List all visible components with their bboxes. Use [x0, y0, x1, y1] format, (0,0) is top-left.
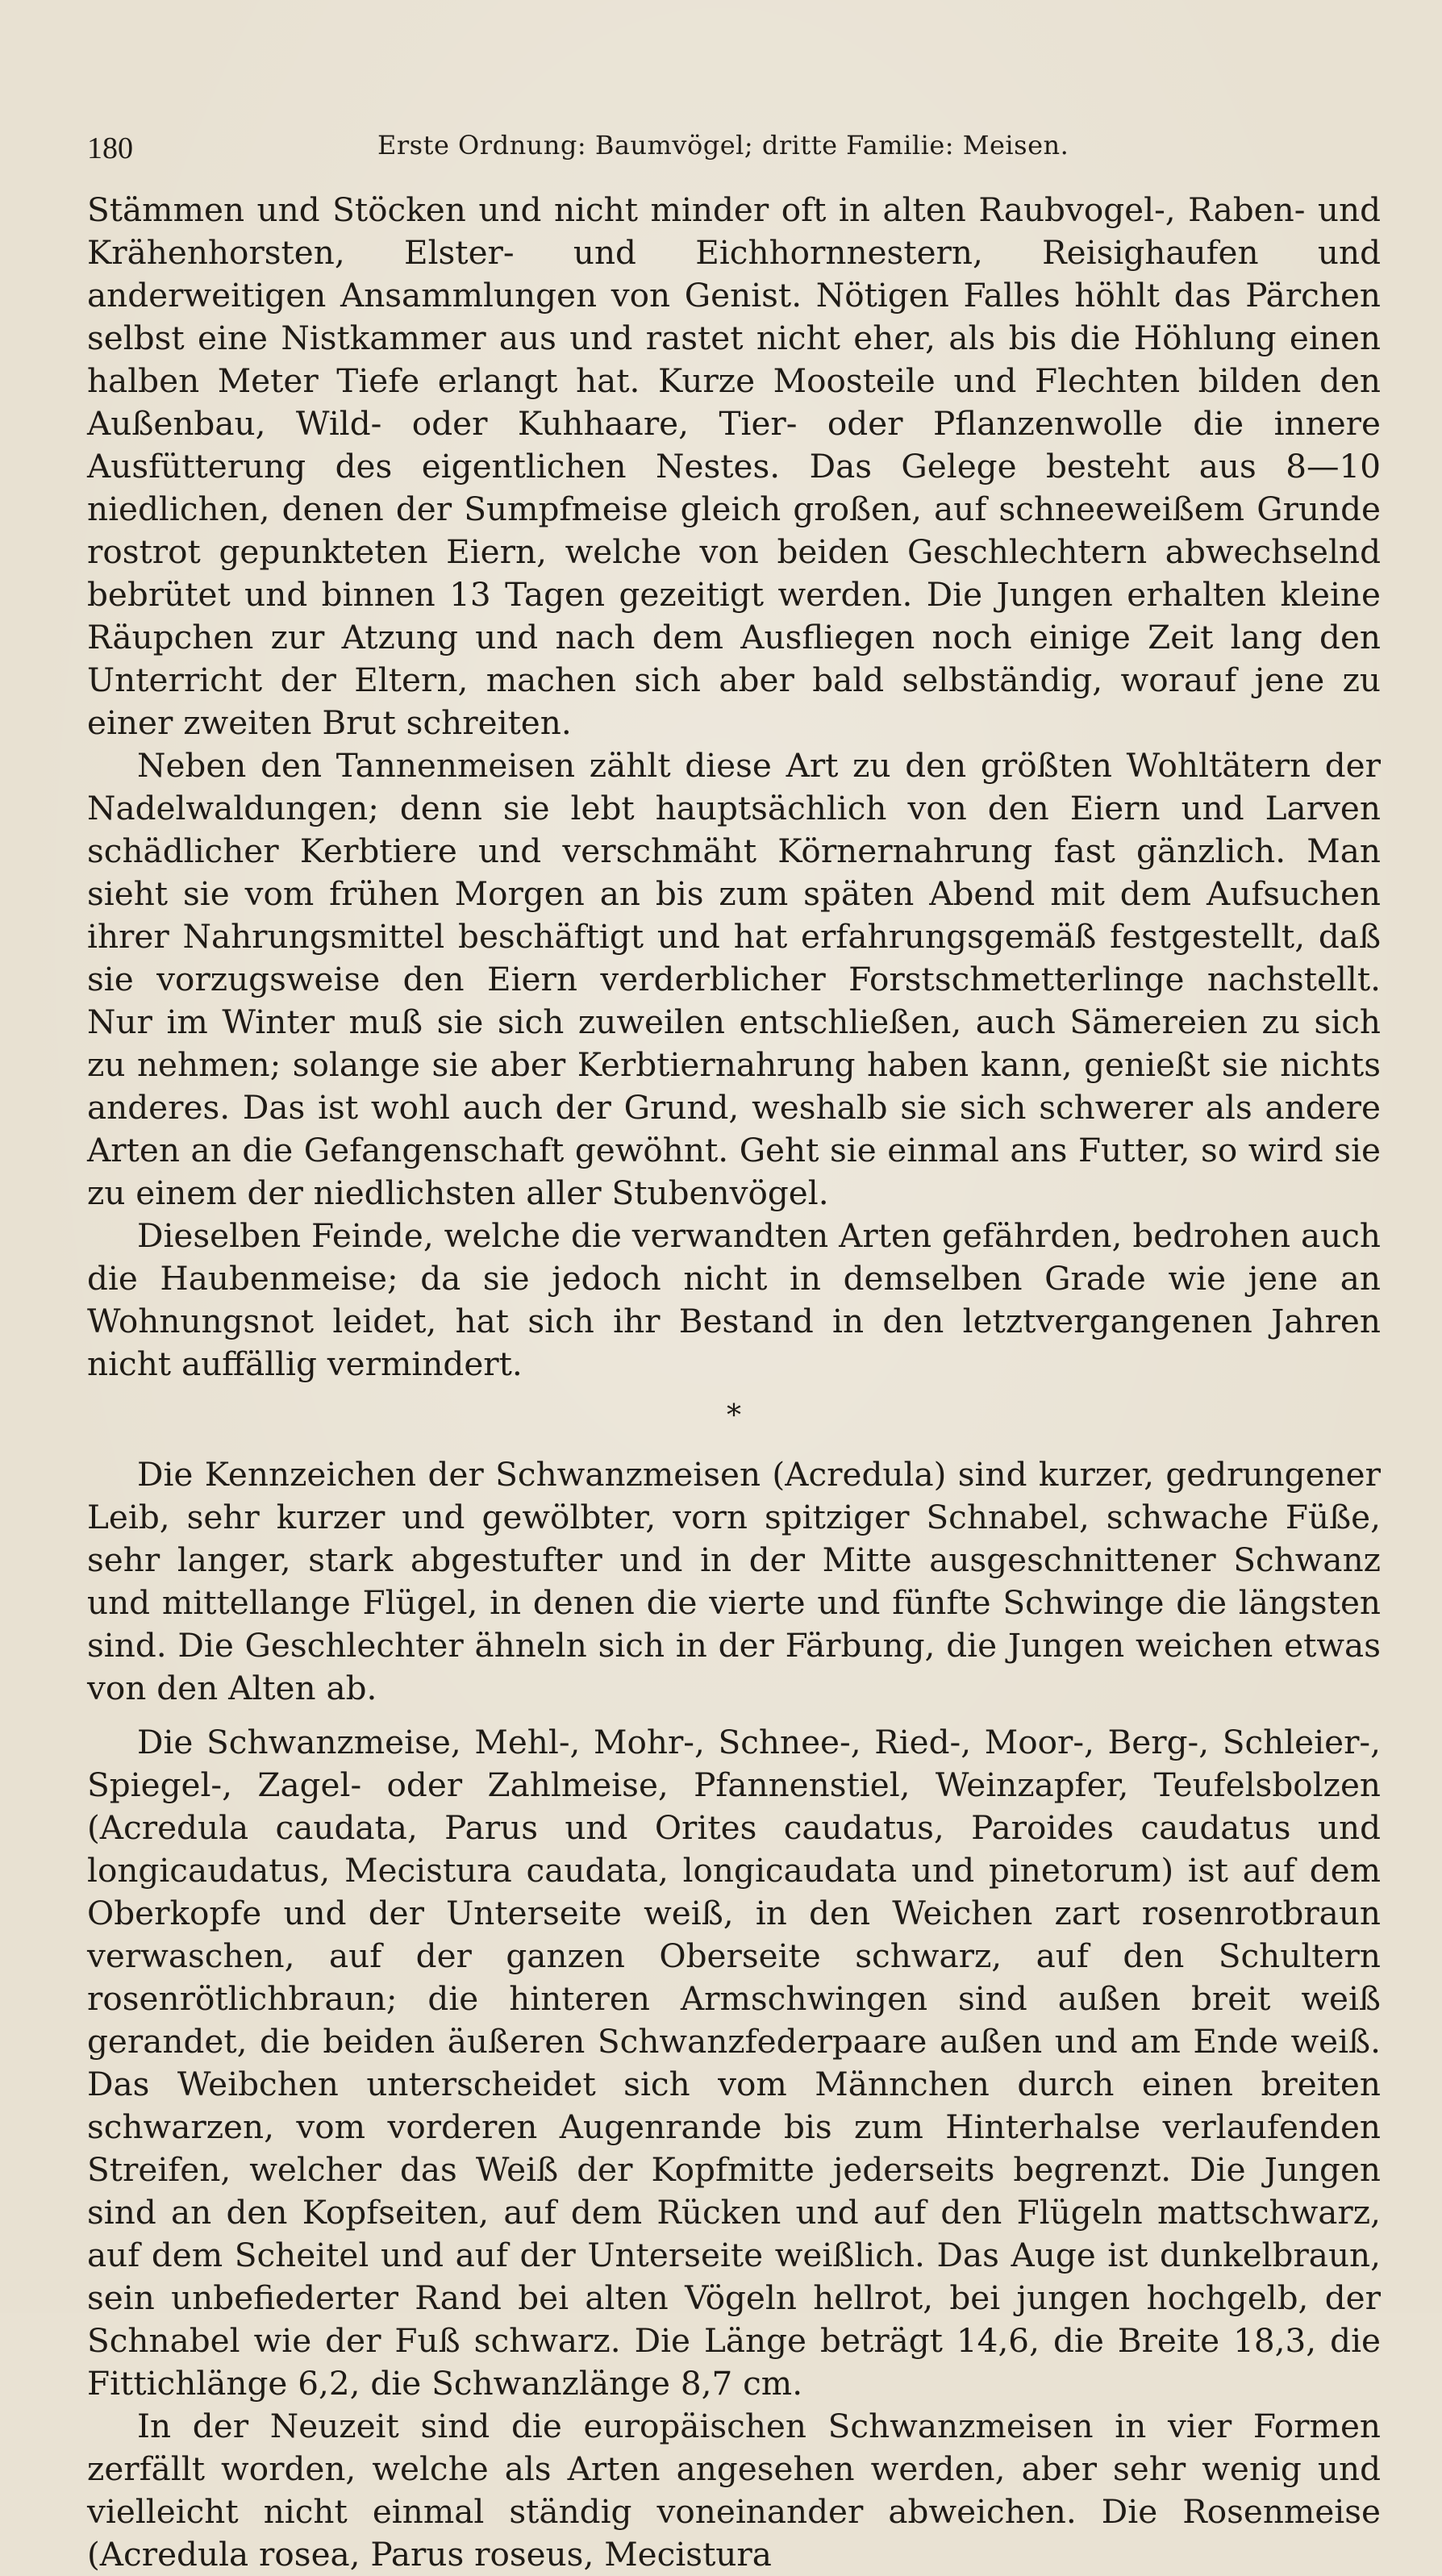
running-head-title: Erste Ordnung: Baumvögel; dritte Familie: Meisen. [377, 130, 1069, 160]
paragraph-enemies: Dieselben Feinde, welche die verwandten Arten gefährden, bedrohen auch die Haubenmeise; da sie jedoch nicht in demselben Grade wie jene an Wohnungsnot leidet, hat sich ihr Bestand in den letztvergangenen Jahren nicht auffällig vermindert. [87, 1216, 1381, 1383]
paragraph-acredula-characteristics: Die Kennzeichen der Schwanzmeisen (Acredula) sind kurzer, gedrungener Leib, sehr kurzer und gewölbter, vorn spitziger Schnabel, schwache Füße, sehr langer, stark abgestufter und in der Mitte ausgeschnittener Schwanz und mittellange Flügel, in denen die vierte und fünfte Schwinge die längsten sind. Die Geschlechter ähneln sich in der Färbung, die Jungen weichen etwas von den Alten ab. [87, 1455, 1381, 1707]
running-head [87, 121, 1381, 169]
body-text [87, 189, 1381, 2576]
paragraph-schwanzmeise-description: Die Schwanzmeise, Mehl-, Mohr-, Schnee-, Ried-, Moor-, Berg-, Schleier-, Spiegel-, Zagel- oder Zahlmeise, Pfannenstiel, Weinzapfer, Teufelsbolzen (Acredula caudata, Parus und Orites caudatus, Paroides caudatus und longicaudatus, Mecistura caudata, longicaudata und pinetorum) ist auf dem Oberkopfe und der Unterseite weiß, in den Weichen zart rosenrotbraun verwaschen, auf der ganzen Oberseite schwarz, auf den Schultern rosenrötlichbraun; die hinteren Armschwingen sind außen breit weiß gerandet, die beiden äußeren Schwanzfederpaare außen und am Ende weiß. Das Weibchen unterscheidet sich vom Männchen durch einen breiten schwarzen, vom vorderen Augenrande bis zum Hinterhalse verlaufenden Streifen, welcher das Weiß der Kopfmitte jederseits begrenzt. Die Jungen sind an den Kopfseiten, auf dem Rücken und auf den Flügeln mattschwarz, auf dem Scheitel und auf der Unterseite weißlich. Das Auge ist dunkelbraun, sein unbefiederter Rand bei alten Vögeln hellrot, bei jungen hochgelb, der Schnabel wie der Fuß schwarz. Die Länge beträgt 14,6, die Breite 18,3, die Fittichlänge 6,2, die Schwanzlänge 8,7 cm. [87, 1723, 1381, 2403]
paragraph-food-habits: Neben den Tannenmeisen zählt diese Art zu den größten Wohltätern der Nadelwaldungen; denn sie lebt hauptsächlich von den Eiern und Larven schädlicher Kerbtiere und verschmäht Körnernahrung fast gänzlich. Man sieht sie vom frühen Morgen an bis zum späten Abend mit dem Aufsuchen ihrer Nahrungsmittel beschäftigt und hat erfahrungsgemäß festgestellt, daß sie vorzugsweise den Eiern verderblicher Forstschmetterlinge nachstellt. Nur im Winter muß sie sich zuweilen entschließen, auch Sämereien zu sich zu nehmen; solange sie aber Kerbtiernahrung haben kann, genießt sie nichts anderes. Das ist wohl auch der Grund, weshalb sie sich schwerer als andere Arten an die Gefangenschaft gewöhnt. Geht sie einmal ans Futter, so wird sie zu einem der niedlichsten aller Stubenvögel. [87, 746, 1381, 1212]
section-separator: * [727, 1399, 741, 1432]
paragraph-gap [87, 1710, 1381, 1721]
paragraph-european-forms: In der Neuzeit sind die europäischen Schwanzmeisen in vier Formen zerfällt worden, welche als Arten angesehen werden, aber sehr wenig und vielleicht nicht einmal ständig voneinander abweichen. Die Rosenmeise (Acredula rosea, Parus roseus, Mecistura [87, 2407, 1381, 2574]
paragraph-nest-building: Stämmen und Stöcken und nicht minder oft in alten Raubvogel-, Raben- und Krähenhorsten, Elster- und Eichhornnestern, Reisighaufen und anderweitigen Ansammlungen von Genist. Nötigen Falles höhlt das Pärchen selbst eine Nistkammer aus und rastet nicht eher, als bis die Höhlung einen halben Meter Tiefe erlangt hat. Kurze Moosteile und Flechten bilden den Außenbau, Wild- oder Kuhhaare, Tier- oder Pflanzenwolle die innere Ausfütterung des eigentlichen Nestes. Das Gelege besteht aus 8—10 niedlichen, denen der Sumpfmeise gleich großen, auf schneeweißem Grunde rostrot gepunkteten Eiern, welche von beiden Geschlechtern abwechselnd bebrütet und binnen 13 Tagen gezeitigt werden. Die Jungen erhalten kleine Räupchen zur Atzung und nach dem Ausfliegen noch einige Zeit lang den Unterricht der Eltern, machen sich aber bald selbständig, worauf jene zu einer zweiten Brut schreiten. [87, 190, 1381, 742]
page-number: 180 [87, 131, 133, 165]
